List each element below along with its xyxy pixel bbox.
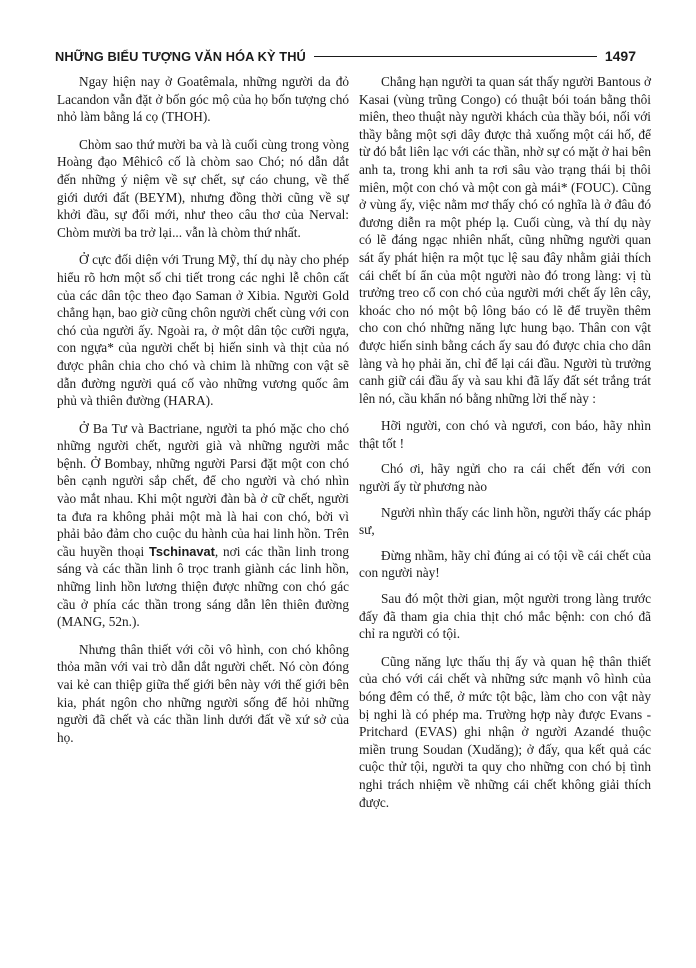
paragraph: Ở cực đối diện với Trung Mỹ, thí dụ này cho phép hiểu rõ hơn một số chi tiết trong các nghi lễ chôn cất của các dân tộc theo đạo Saman ở Xibia. Người Gold chẳng hạn, bao giờ cũng chôn người chết cùng với con chó của người ấy. Ngoài ra, ở một dân tộc cưỡi ngựa, con ngựa* của người chết bị hiến sinh và thịt của nó được phân chia cho chó và chim là những con vật sẽ dẫn đường người quá cố vào những vương quốc âm phủ và thiên đường (HARA). bbox=[57, 252, 349, 409]
paragraph: Sau đó một thời gian, một người trong làng trước đấy đã tham gia chia thịt chó mắc bệnh: con chó đã chỉ ra người có tội. bbox=[359, 591, 651, 642]
paragraph: Chẳng hạn người ta quan sát thấy người Bantous ở Kasai (vùng trũng Congo) có thuật bói toán bằng thôi miên, theo thuật này người khách của thầy bói, nối với thầy bằng một sợi dây được thả xuống một cái hố, để từ đó bắt liên lạc với các thần, nhờ sự có mặt ở hai bên anh ta, trong khi anh ta rơi sâu vào trạng thái bị thôi miên, một con chó và một con gà mái* (FOUC). Cũng ở vùng ấy, việc nằm mơ thấy chó có nghĩa là ở đâu đó đương diễn ra một phép lạ. Cuối cùng, và thí dụ này có lẽ đáng ngạc nhiên nhất, cũng những người quan sát ấy phát hiện ra một tục lệ sau đây nhằm giải thích cái chết bí ẩn của một người nào đó trong làng: vị tù trưởng treo cổ con chó của người mới chết ấy lên cây, khoác cho nó một bộ lông báo có lẽ để truyền thêm cho con chó những năng lực hung bạo. Thân con vật được hiến sinh bằng cách ấy sau đó được chia cho dân làng và họ phải ăn, chỉ để lại cái đầu. Người tù trưởng canh giữ cái đầu ấy và sau khi đã lấy đất sét trắng trát lên nó, cầu khẩn nó bằng những lời thế này : bbox=[359, 74, 652, 406]
paragraph-text: Ở Ba Tư và Bactriane, người ta phó mặc cho chó những người chết, người già và những người mắc bệnh. Ở Bombay, những người Parsi đặt một con chó bên cạnh người sắp chết, để cho người và chó nhìn vào mắt nhau. Khi một người đàn bà ở cữ chết, người ta đưa ra không phải một mà là hai con chó, bởi vì phải bảo đảm cho cuộc du hành của hai linh hồn. Trên cầu huyền thoại bbox=[57, 420, 349, 559]
paragraph: Nhưng thân thiết với cõi vô hình, con chó không thỏa mãn với vai trò dẫn dắt người chết. Nó còn đóng vai kẻ can thiệp giữa thế giới bên này với thế giới bên kia, phát ngôn cho những người sống để hỏi những người đã chết và các thần linh dưới đất về xứ sở của họ. bbox=[57, 641, 349, 745]
paragraph bbox=[57, 420, 349, 631]
paragraph-text: , nơi các thần linh trong sáng và các thần linh ô trọc tranh giành các linh hồn, những linh hồn lương thiện được những con chó gác cầu ở phía các thần trong sáng dẫn lên thiên đường (MANG, 52n.). bbox=[57, 543, 350, 630]
right-column bbox=[359, 73, 651, 821]
running-title: NHỮNG BIỂU TƯỢNG VĂN HÓA KỲ THÚ bbox=[55, 48, 306, 64]
paragraph: Chòm sao thứ mười ba và là cuối cùng trong vòng Hoàng đạo Mêhicô cố là chòm sao Chó; nó dẫn dắt đến những ý niệm về sự chết, sự cáo chung, về thế giới dưới đất (BEYM), nhưng đồng thời cũng về sự khởi đầu, sự đổi mới, như theo câu thơ của Nerval: Chòm mười ba trở lại... vẫn là chòm thứ nhất. bbox=[57, 136, 349, 240]
paragraph: Cũng năng lực thấu thị ấy và quan hệ thân thiết của chó với cái chết và những sức mạnh vô hình của bóng đêm có thể, ở mức tột bậc, làm cho con vật này bị nghi là có phép ma. Trường hợp này được Evans - Pritchard (EVAS) ghi nhận ở người Azandé thuộc miền trung Soudan (Xudăng); ở đấy, qua kết quả các cuộc thử tội, người ta quy cho những con chó bị tình nghi trách nhiệm về những cái chết không giải thích được. bbox=[359, 653, 651, 810]
incantation-line: Đừng nhầm, hãy chỉ đúng ai có tội về cái chết của con người này! bbox=[359, 547, 651, 581]
running-header bbox=[55, 46, 636, 66]
paragraph: Ngay hiện nay ở Goatêmala, những người da đỏ Lacandon vẫn đặt ở bốn góc mộ của họ bốn tượng chó nhỏ làm bằng lá cọ (THOH). bbox=[57, 74, 349, 125]
left-column bbox=[57, 73, 349, 756]
bridge-name: Tschinavat bbox=[148, 543, 215, 559]
header-rule bbox=[314, 56, 597, 57]
incantation-line: Hỡi người, con chó và ngươi, con báo, hãy nhìn thật tốt ! bbox=[359, 418, 651, 451]
incantation-line: Chó ơi, hãy ngửi cho ra cái chết đến với con người ấy từ phương nào bbox=[359, 461, 651, 495]
page-number: 1497 bbox=[604, 48, 636, 64]
incantation-line: Người nhìn thấy các linh hồn, người thấy các pháp sư, bbox=[359, 504, 651, 538]
